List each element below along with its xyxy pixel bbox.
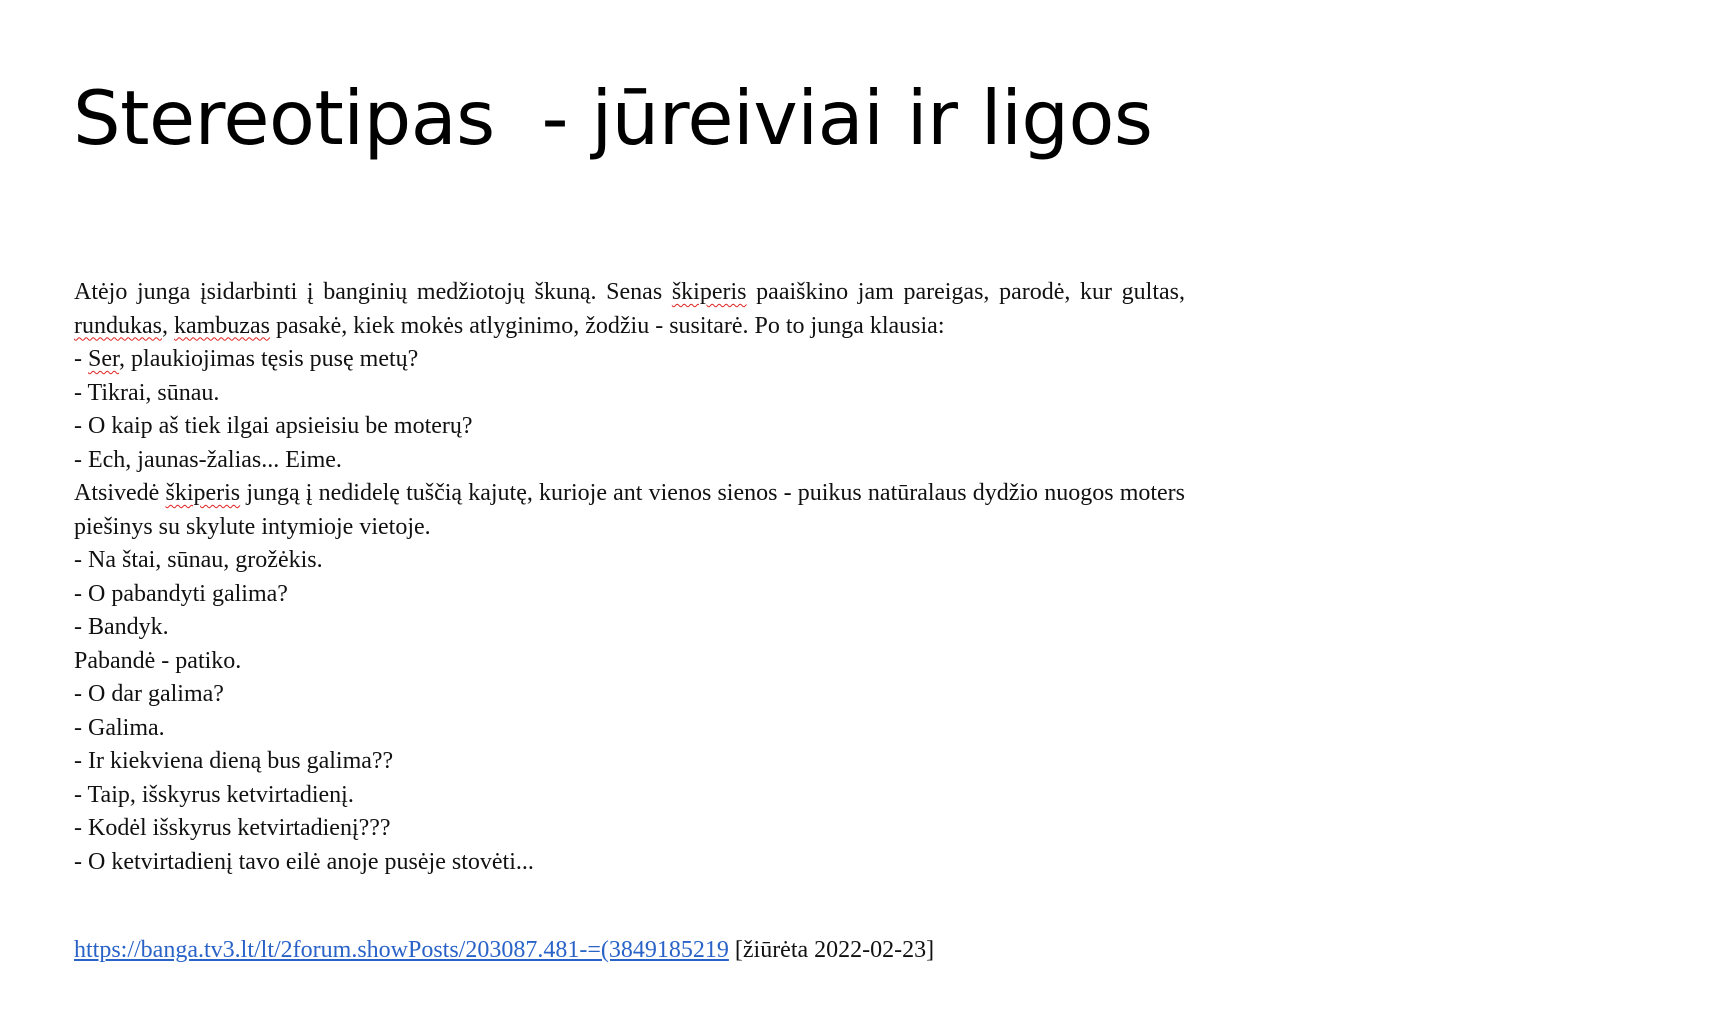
accessed-date: [žiūrėta 2022-02-23] — [728, 937, 935, 963]
dialogue-line: - Ech, jaunas-žalias... Eime. — [74, 446, 342, 473]
slide-title: Stereotipas - jūreiviai ir ligos — [73, 74, 1153, 162]
dialogue-line: - O pabandyti galima? — [74, 580, 288, 607]
misspelled-word: rundukas — [74, 312, 162, 339]
story-text — [74, 276, 1185, 879]
misspelled-word: škiperis — [671, 279, 747, 305]
dialogue-line — [74, 343, 1185, 377]
dialogue-line: - Tikrai, sūnau. — [74, 379, 220, 406]
text-run: Atėjo junga įsidarbinti į banginių medžiotojų škuną. Senas — [74, 279, 672, 305]
dialogue-line: - Ir kiekviena dieną bus galima?? — [74, 748, 394, 774]
story-paragraph-intro — [74, 276, 1185, 343]
text-run: , — [161, 312, 174, 339]
text-run: pasakė, kiek mokės atlyginimo, žodžiu - susitarė. Po to junga klausia: — [269, 312, 945, 339]
dialogue-line: - Taip, išskyrus ketvirtadienį. — [74, 781, 354, 808]
source-citation — [74, 934, 934, 967]
text-run: paaiškino jam pareigas, parodė, kur gultas, — [746, 279, 1185, 305]
story-paragraph-cabin — [74, 477, 1185, 544]
text-run: jungą į nedidelę tuščią kajutę, kurioje ant vienos sienos - puikus natūralaus dydžio nuogos moters piešinys su skylute intymioje vietoje. — [74, 480, 1186, 540]
dialogue-line: Pabandė - patiko. — [74, 647, 242, 674]
misspelled-word: Ser — [88, 346, 120, 372]
dialogue-line: - O kaip aš tiek ilgai apsieisiu be moterų? — [74, 413, 473, 439]
source-link[interactable]: https://banga.tv3.lt/lt/2forum.showPosts/203087.481-=(3849185219 — [74, 937, 729, 963]
text-run: Atsivedė — [74, 480, 166, 506]
text-run: , plaukiojimas tęsis pusę metų? — [119, 346, 419, 372]
dialogue-line: - Na štai, sūnau, grožėkis. — [74, 547, 323, 573]
misspelled-word: kambuzas — [173, 312, 270, 339]
dialogue-line: - Kodėl išskyrus ketvirtadienį??? — [74, 815, 391, 841]
text-run: - — [74, 346, 88, 372]
dialogue-line: - Bandyk. — [74, 614, 169, 640]
dialogue-line: - O dar galima? — [74, 681, 224, 707]
dialogue-line: - Galima. — [74, 714, 165, 741]
dialogue-line: - O ketvirtadienį tavo eilė anoje pusėje stovėti... — [74, 848, 534, 875]
misspelled-word: škiperis — [165, 480, 241, 506]
